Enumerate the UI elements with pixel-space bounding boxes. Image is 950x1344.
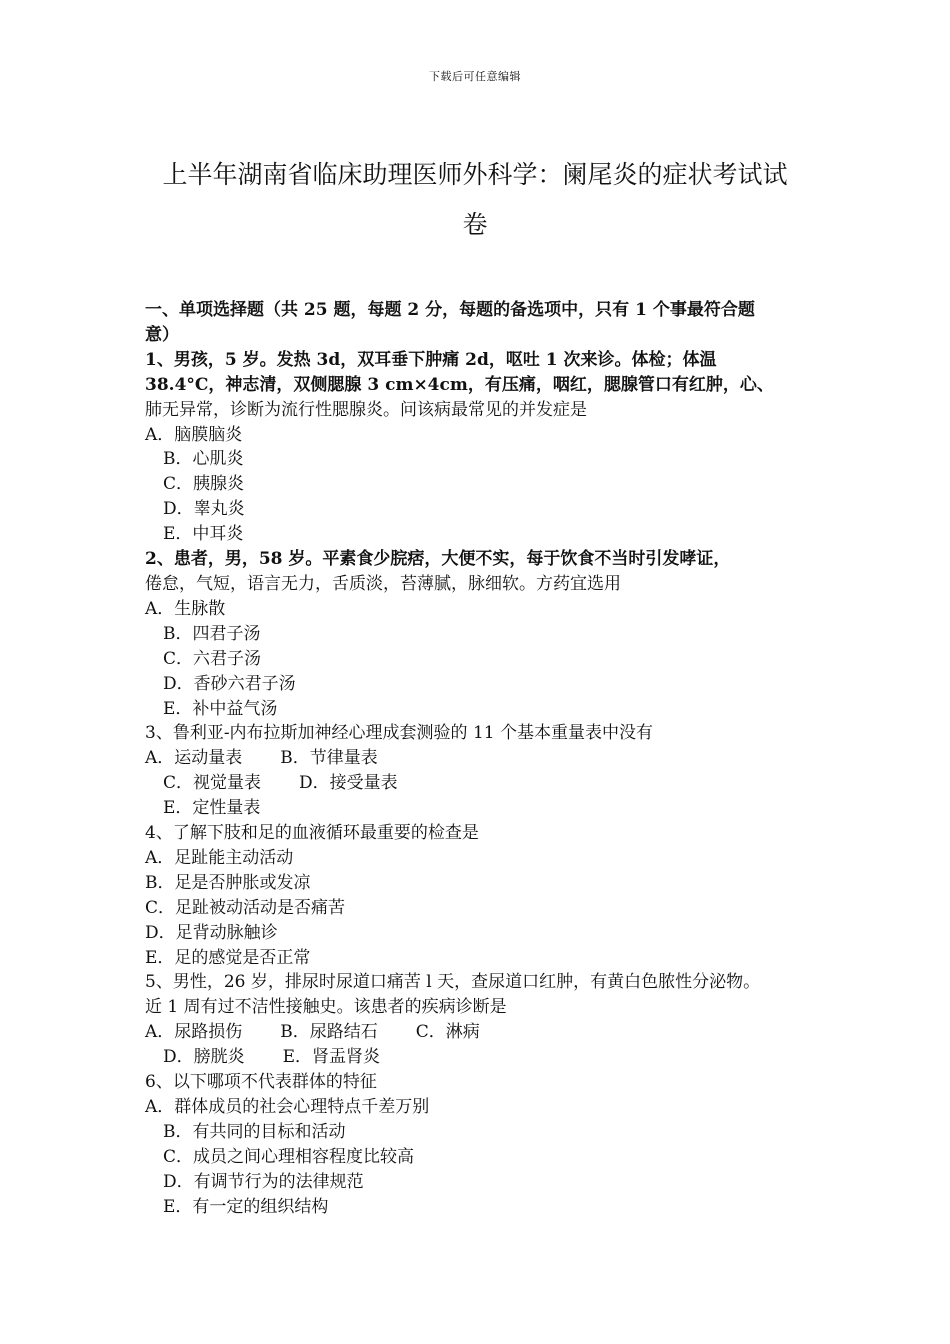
question-stem-line: 6、以下哪项不代表群体的特征 — [145, 1072, 377, 1093]
question-2 — [145, 547, 825, 721]
header-note: 下载后可任意编辑 — [429, 70, 521, 83]
question-stem-line: 近 1 周有过不洁性接触史。该患者的疾病诊断是 — [145, 997, 507, 1018]
option-row — [145, 771, 825, 796]
option-a: A．运动量表 — [145, 748, 243, 769]
option-b: B．四君子汤 — [163, 623, 261, 644]
option-b: B．有共同的目标和活动 — [163, 1121, 346, 1142]
option-row — [145, 1020, 825, 1045]
option-a: A．群体成员的社会心理特点千差万别 — [145, 1097, 430, 1117]
option-e: E．肾盂肾炎 — [282, 1047, 381, 1068]
option-b: B．足是否肿胀或发凉 — [145, 872, 311, 893]
option-c: C．成员之间心理相容程度比较高 — [163, 1146, 415, 1167]
option-a: A．脑膜脑炎 — [145, 424, 243, 445]
option-a: A．生脉散 — [145, 598, 226, 619]
option-c: C．淋病 — [415, 1022, 480, 1043]
option-row — [145, 1045, 825, 1070]
question-stem-line: 5、男性，26 岁，排尿时尿道口痛苦 l 天，查尿道口红肿，有黄白色脓性分泌物。 — [145, 972, 761, 993]
option-d: D．睾丸炎 — [163, 499, 245, 520]
option-d: D．有调节行为的法律规范 — [163, 1171, 364, 1192]
question-stem-line: 倦怠，气短，语言无力，舌质淡，苔薄腻，脉细软。方药宜选用 — [145, 573, 621, 594]
option-c: C．足趾被动活动是否痛苦 — [145, 897, 346, 918]
option-row — [145, 746, 825, 771]
option-e: E．中耳炎 — [163, 524, 244, 545]
question-stem-line: 38.4°C，神志清，双侧腮腺 3 cm×4cm，有压痛，咽红，腮腺管口有红肿，心、 — [145, 374, 774, 395]
option-a: A．尿路损伤 — [145, 1022, 243, 1043]
option-e: E．有一定的组织结构 — [163, 1196, 329, 1217]
option-d: D．足背动脉触诊 — [145, 922, 278, 943]
option-b: B．心肌炎 — [163, 449, 244, 470]
question-stem-line: 3、鲁利亚-内布拉斯加神经心理成套测验的 11 个基本重量表中没有 — [145, 723, 653, 744]
question-stem-line: 2、患者，男，58 岁。平素食少脘痞，大便不实，每于饮食不当时引发哮证， — [145, 549, 731, 570]
question-1 — [145, 348, 825, 547]
option-c: C．六君子汤 — [163, 648, 262, 669]
document-title — [155, 150, 795, 250]
question-stem-line: 肺无异常，诊断为流行性腮腺炎。问该病最常见的并发症是 — [145, 399, 587, 420]
option-e: E．定性量表 — [163, 798, 261, 819]
option-b: B．节律量表 — [280, 748, 378, 769]
exam-content — [145, 298, 825, 1220]
question-stem-line: 1、男孩，5 岁。发热 3d，双耳垂下肿痛 2d，呕吐 1 次来诊。体检；体温 — [145, 349, 717, 370]
section-heading-line: 意） — [145, 324, 179, 345]
question-3 — [145, 721, 825, 821]
section-heading — [145, 298, 825, 348]
option-d: D．膀胱炎 — [163, 1047, 245, 1068]
option-a: A．足趾能主动活动 — [145, 847, 294, 868]
option-c: C．胰腺炎 — [163, 474, 245, 495]
question-4 — [145, 821, 825, 970]
option-b: B．尿路结石 — [280, 1022, 378, 1043]
question-5 — [145, 970, 825, 1070]
option-e: E．补中益气汤 — [163, 698, 278, 719]
section-heading-line: 一、单项选择题（共 25 题，每题 2 分，每题的备选项中，只有 1 个事最符合题 — [145, 300, 755, 320]
option-e: E．足的感觉是否正常 — [145, 947, 311, 968]
option-d: D．接受量表 — [299, 773, 398, 794]
question-6 — [145, 1070, 825, 1219]
option-c: C．视觉量表 — [163, 773, 262, 794]
title-line-2: 卷 — [462, 210, 488, 239]
title-line-1: 上半年湖南省临床助理医师外科学：阑尾炎的症状考试试 — [162, 160, 788, 189]
option-d: D．香砂六君子汤 — [163, 673, 296, 694]
question-stem-line: 4、了解下肢和足的血液循环最重要的检查是 — [145, 823, 479, 844]
